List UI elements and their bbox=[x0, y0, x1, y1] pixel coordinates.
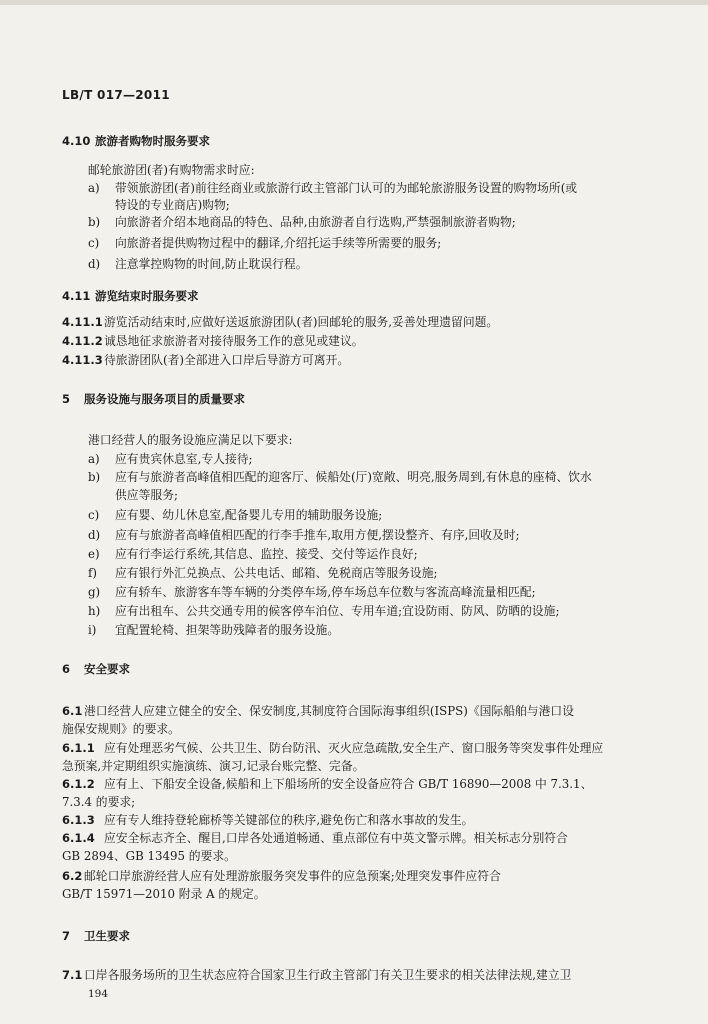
scan-edge bbox=[0, 0, 708, 5]
page-number: 194 bbox=[88, 988, 109, 1000]
section-title: 游览结束时服务要求 bbox=[95, 289, 199, 303]
list-item: i) 宜配置轮椅、担架等助残障者的服务设施。 bbox=[88, 623, 340, 637]
list-item: a) 应有贵宾休息室,专人接待; bbox=[88, 452, 253, 466]
section-title: 旅游者购物时服务要求 bbox=[95, 134, 210, 148]
standard-code: LB/T 017—2011 bbox=[62, 88, 170, 102]
section-number: 7 bbox=[62, 929, 71, 943]
section-number: 6 bbox=[62, 662, 71, 676]
clause: 7.1 口岸各服务场所的卫生状态应符合国家卫生行政主管部门有关卫生要求的相关法律法规,建立卫 bbox=[62, 968, 572, 982]
clause: 6.1.2 应有上、下船安全设备,候船和上下船场所的安全设备应符合 GB/T 16890—2008 中 7.3.1、 bbox=[62, 777, 593, 791]
section-title: 服务设施与服务项目的质量要求 bbox=[84, 392, 245, 406]
section-number: 5 bbox=[62, 392, 71, 406]
clause: 4.11.1游览活动结束时,应做好送返旅游团队(者)回邮轮的服务,妥善处理遗留问题。 bbox=[62, 315, 499, 329]
section-5-heading bbox=[62, 392, 245, 406]
section-4-11-heading bbox=[62, 289, 199, 303]
list-item: 供应等服务; bbox=[115, 488, 178, 502]
clause: 4.11.3待旅游团队(者)全部进入口岸后导游方可离开。 bbox=[62, 353, 350, 367]
list-item: 特设的专业商店)购物; bbox=[115, 198, 230, 212]
clause-continuation: 7.3.4 的要求; bbox=[62, 795, 136, 809]
section-number: 4.11 bbox=[62, 289, 91, 303]
section-7-heading bbox=[62, 929, 130, 943]
list-item: f) 应有银行外汇兑换点、公共电话、邮箱、免税商店等服务设施; bbox=[88, 566, 438, 580]
section-number: 4.10 bbox=[62, 134, 91, 148]
clause: 6.1 港口经营人应建立健全的安全、保安制度,其制度符合国际海事组织(ISPS)《国际船舶与港口设 bbox=[62, 704, 574, 718]
section-title: 安全要求 bbox=[84, 662, 130, 676]
list-item: d) 注意掌控购物的时间,防止耽误行程。 bbox=[88, 257, 308, 271]
section-6-heading bbox=[62, 662, 130, 676]
list-item: b) 应有与旅游者高峰值相匹配的迎客厅、候船处(厅)宽敞、明亮,服务周到,有休息的座椅、饮水 bbox=[88, 470, 592, 484]
clause: 6.1.4 应安全标志齐全、醒目,口岸各处通道畅通、重点部位有中英文警示牌。相关标志分别符合 bbox=[62, 831, 568, 845]
list-item: h) 应有出租车、公共交通专用的候客停车泊位、专用车道;宜设防雨、防风、防晒的设施; bbox=[88, 604, 560, 618]
list-item: d) 应有与旅游者高峰值相匹配的行李手推车,取用方便,摆设整齐、有序,回收及时; bbox=[88, 528, 520, 542]
clause: 6.2 邮轮口岸旅游经营人应有处理游旅服务突发事件的应急预案;处理突发事件应符合 bbox=[62, 869, 501, 883]
clause-continuation: 施保安规则》的要求。 bbox=[62, 722, 180, 736]
list-item: g) 应有轿车、旅游客车等车辆的分类停车场,停车场总车位数与客流高峰流量相匹配; bbox=[88, 585, 536, 599]
list-item: c) 应有婴、幼儿休息室,配备婴儿专用的辅助服务设施; bbox=[88, 508, 383, 522]
clause: 6.1.3 应有专人维持登轮廊桥等关键部位的秩序,避免伤亡和落水事故的发生。 bbox=[62, 813, 474, 827]
clause-continuation: 急预案,并定期组织实施演练、演习,记录台账完整、完备。 bbox=[62, 759, 365, 773]
list-item: c) 向旅游者提供购物过程中的翻译,介绍托运手续等所需要的服务; bbox=[88, 236, 442, 250]
clause: 4.11.2诚恳地征求旅游者对接待服务工作的意见或建议。 bbox=[62, 334, 364, 348]
section-4-10-heading bbox=[62, 134, 210, 148]
clause: 6.1.1 应有处理恶劣气候、公共卫生、防台防汛、灭火应急疏散,安全生产、窗口服务等突发事件处理应 bbox=[62, 741, 604, 755]
list-item: b) 向旅游者介绍本地商品的特色、品种,由旅游者自行选购,严禁强制旅游者购物; bbox=[88, 215, 516, 229]
clause-continuation: GB/T 15971—2010 附录 A 的规定。 bbox=[62, 887, 266, 901]
paragraph: 邮轮旅游团(者)有购物需求时应: bbox=[88, 163, 255, 177]
clause-continuation: GB 2894、GB 13495 的要求。 bbox=[62, 849, 236, 863]
list-item: e) 应有行李运行系统,其信息、监控、接受、交付等运作良好; bbox=[88, 547, 418, 561]
section-title: 卫生要求 bbox=[84, 929, 130, 943]
paragraph: 港口经营人的服务设施应满足以下要求: bbox=[88, 433, 293, 447]
list-item: a) 带领旅游团(者)前往经商业或旅游行政主管部门认可的为邮轮旅游服务设置的购物场所(或 bbox=[88, 181, 578, 195]
